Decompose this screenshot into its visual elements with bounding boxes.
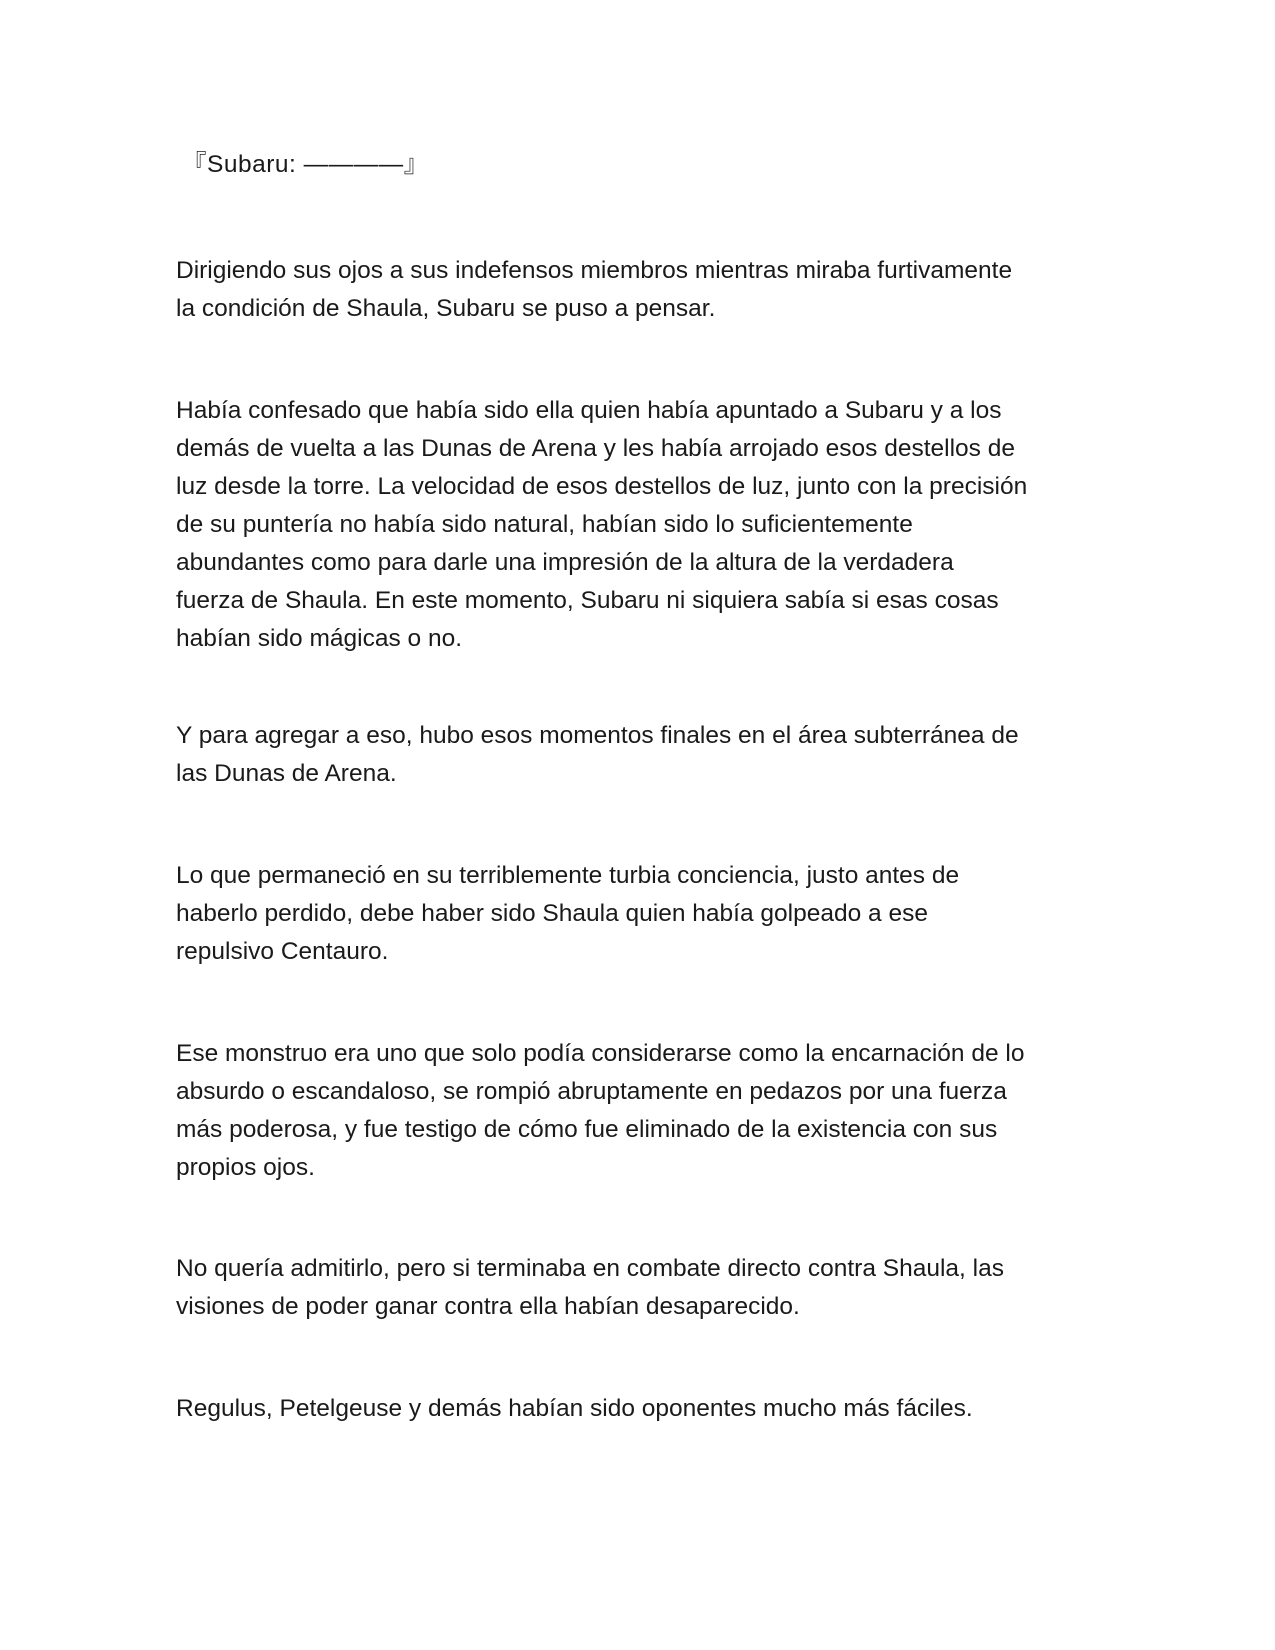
paragraph-6: No quería admitirlo, pero si terminaba en combate directo contra Shaula, las visiones de poder ganar contra ella habían desaparecido. (176, 1255, 1004, 1320)
paragraph-3: Y para agregar a eso, hubo esos momentos finales en el área subterránea de las Dunas de Arena. (176, 722, 1019, 787)
paragraph-1: Dirigiendo sus ojos a sus indefensos miembros mientras miraba furtivamente la condición de Shaula, Subaru se puso a pensar. (176, 257, 1013, 322)
paragraph-5: Ese monstruo era uno que solo podía considerarse como la encarnación de lo absurdo o escandaloso, se rompió abruptamente en pedazos por una fuerza más poderosa, y fue testigo de cómo fue eliminado de la existencia con sus propios ojos. (176, 1040, 1025, 1181)
dialogue-line: 『Subaru: ————』 (182, 151, 429, 178)
paragraph-2: Había confesado que había sido ella quien había apuntado a Subaru y a los demás de vuelta a las Dunas de Arena y les había arrojado esos destellos de luz desde la torre. La velocidad de esos destellos de luz, junto con la precisión de su puntería no había sido natural, habían sido lo suficientemente abundantes como para darle una impresión de la altura de la verdadera fuerza de Shaula. En este momento, Subaru ni siquiera sabía si esas cosas habían sido mágicas o no. (176, 397, 1028, 652)
paragraph-7: Regulus, Petelgeuse y demás habían sido oponentes mucho más fáciles. (176, 1395, 973, 1422)
paragraph-4: Lo que permaneció en su terriblemente turbia conciencia, justo antes de haberlo perdido, debe haber sido Shaula quien había golpeado a ese repulsivo Centauro. (176, 862, 960, 965)
